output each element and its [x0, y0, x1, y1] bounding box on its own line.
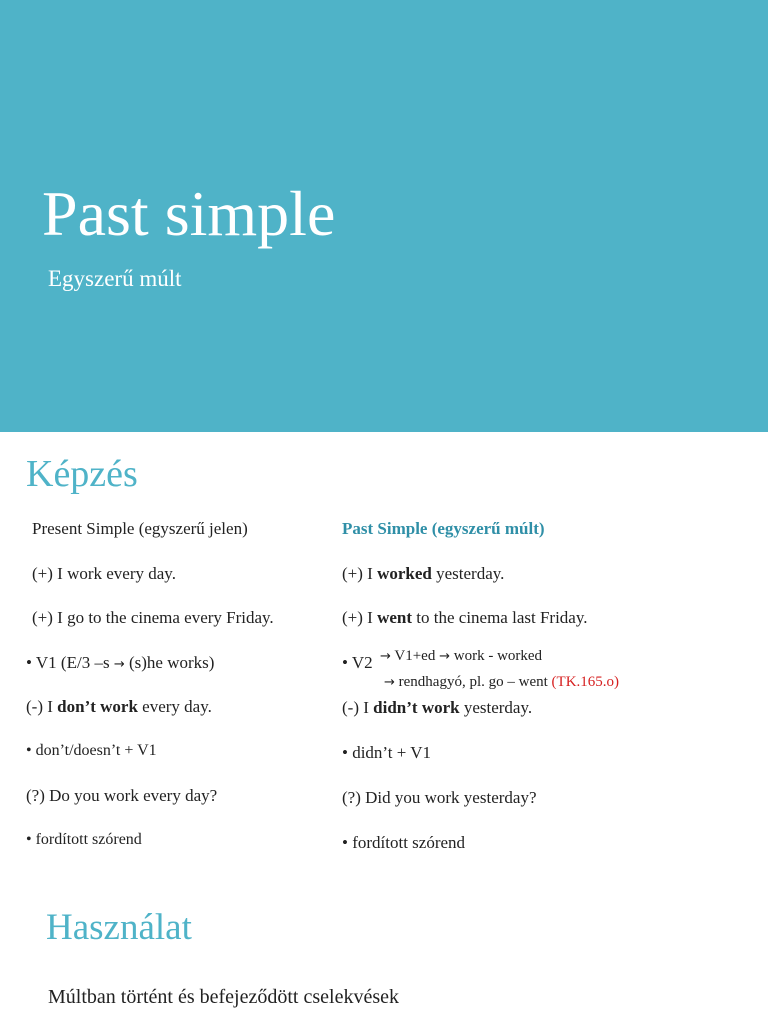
present-negative: (-) I don’t work every day.	[26, 697, 212, 716]
hasznalat-heading: Használat	[46, 907, 192, 948]
past-rule-v2-regular: → V1+ed → work - worked	[380, 648, 543, 664]
present-rule-v1: • V1 (E/3 –s → (s)he works)	[26, 653, 215, 672]
title-slide	[0, 0, 768, 432]
past-rule-v2: • V2	[342, 653, 373, 672]
past-negative: (-) I didn’t work yesterday.	[342, 698, 533, 717]
past-word-order: • fordított szórend	[342, 833, 466, 852]
textbook-reference: (TK.165.o)	[551, 674, 620, 690]
slide-subtitle: Egyszerű múlt	[48, 266, 182, 291]
arrow-icon: →	[439, 649, 450, 664]
slide-title: Past simple	[42, 178, 336, 249]
present-simple-header: Present Simple (egyszerű jelen)	[32, 519, 248, 538]
present-word-order: • fordított szórend	[26, 831, 142, 848]
kepzes-heading: Képzés	[26, 453, 138, 495]
present-positive-2: (+) I go to the cinema every Friday.	[32, 608, 274, 627]
arrow-icon: →	[113, 657, 125, 672]
past-rule-v2-irregular: → rendhagyó, pl. go – went (TK.165.o)	[384, 674, 620, 690]
past-positive-2: (+) I went to the cinema last Friday.	[342, 608, 588, 627]
past-positive-1: (+) I worked yesterday.	[342, 564, 505, 583]
past-simple-header: Past Simple (egyszerű múlt)	[342, 519, 545, 538]
present-negative-rule: • don’t/doesn’t + V1	[26, 742, 157, 759]
past-question: (?) Did you work yesterday?	[342, 788, 537, 807]
arrow-icon: →	[384, 675, 395, 690]
hasznalat-text: Múltban történt és befejeződött cselekvések	[48, 986, 399, 1008]
present-positive-1: (+) I work every day.	[32, 564, 176, 583]
past-negative-rule: • didn’t + V1	[342, 743, 432, 762]
arrow-icon: →	[380, 649, 391, 664]
present-question: (?) Do you work every day?	[26, 786, 218, 805]
